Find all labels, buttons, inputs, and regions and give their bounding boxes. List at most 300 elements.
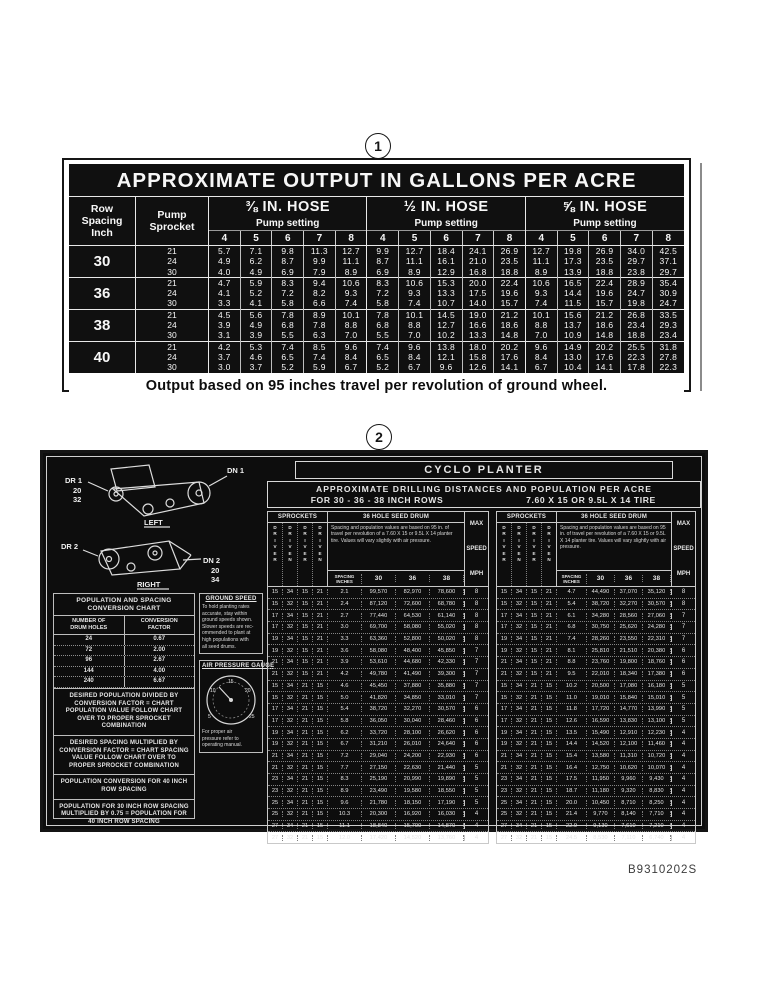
output-value: 9.6 <box>335 341 367 352</box>
output-value: 8.5 <box>304 341 336 352</box>
population-value: 63,360 <box>362 636 396 642</box>
output-value: 23.4 <box>652 330 684 341</box>
output-value: 7.2 <box>367 288 399 298</box>
max-speed-header <box>464 512 488 586</box>
sprocket-value: 24 <box>136 352 209 362</box>
output-value: 7.4 <box>335 298 367 309</box>
sprocket-tooth-value: 34 <box>283 659 298 665</box>
air-pressure-title: AIR PRESSURE GAUGE <box>202 663 275 670</box>
drum-table-row <box>497 599 695 611</box>
sprocket-tooth-value: 19 <box>497 648 512 654</box>
output-value: 4.9 <box>209 256 241 266</box>
row-spacing-value: 36 <box>69 277 136 309</box>
sprocket-tooth-value: 21 <box>298 765 313 771</box>
output-value: 17.8 <box>620 362 652 372</box>
figure1-scan-edge <box>700 163 702 391</box>
population-value: 16,180 <box>643 683 671 689</box>
max-speed-value: 5 <box>671 695 695 701</box>
output-value: 4.1 <box>240 298 272 309</box>
output-value: 11.5 <box>557 298 589 309</box>
drilling-chart-area <box>267 461 701 841</box>
max-speed-value: 4 <box>671 730 695 736</box>
conversion-row <box>54 677 194 688</box>
sprocket-tooth-value: 15 <box>542 800 557 806</box>
drum-table-header <box>497 512 695 587</box>
sprocket-tooth-value: 17 <box>497 718 512 724</box>
sprocket-tooth-value: 32 <box>283 648 298 654</box>
sprocket-tooth-value: 21 <box>497 753 512 759</box>
population-value: 58,080 <box>396 624 430 630</box>
drum-table-row <box>497 751 695 763</box>
spacing-value: 10.2 <box>557 683 587 689</box>
population-value: 28,460 <box>430 718 464 724</box>
sprocket-tooth-value: 34 <box>283 753 298 759</box>
population-value: 26,010 <box>396 741 430 747</box>
output-value: 11.1 <box>335 256 367 266</box>
output-value: 31.8 <box>652 341 684 352</box>
sprocket-tooth-value: 34 <box>512 753 527 759</box>
max-speed-value: 6 <box>464 741 488 747</box>
sprocket-tooth-value: 15 <box>313 823 328 829</box>
spacing-value: 22.9 <box>557 823 587 829</box>
sprocket-tooth-value: 21 <box>268 659 283 665</box>
output-value: 11.3 <box>304 246 336 257</box>
population-value: 12,230 <box>643 730 671 736</box>
gauge-number: 20 <box>245 688 251 695</box>
air-pressure-line: For proper air <box>202 729 233 736</box>
drum-table-row <box>497 739 695 751</box>
output-value: 4.7 <box>209 277 241 288</box>
output-row <box>69 267 684 278</box>
population-value: 7,110 <box>615 835 643 841</box>
sprocket-tooth-value: 19 <box>268 741 283 747</box>
setting-value: 8 <box>652 231 684 246</box>
max-speed-value: 4 <box>464 823 488 829</box>
max-speed-word: MAX <box>469 521 484 528</box>
max-speed-value: 5 <box>464 788 488 794</box>
output-value: 42.5 <box>652 246 684 257</box>
output-value: 18.0 <box>462 341 494 352</box>
ground-speed-line: accurate, stay within <box>202 610 248 617</box>
sprocket-tooth-value: 32 <box>283 765 298 771</box>
sprocket-tooth-value: 23 <box>497 788 512 794</box>
drum-table-body <box>268 587 488 843</box>
population-value: 9,320 <box>615 788 643 794</box>
output-value: 16.8 <box>462 267 494 278</box>
output-table-panel <box>69 164 684 373</box>
max-speed-word: SPEED <box>673 545 694 552</box>
sprocket-tooth-value: 15 <box>313 765 328 771</box>
sprocket-tooth-value: 15 <box>542 835 557 841</box>
output-row <box>69 362 684 372</box>
population-value: 14,520 <box>396 835 430 841</box>
drum-holes-value: 72 <box>54 646 125 656</box>
population-value: 20,990 <box>396 776 430 782</box>
population-value: 8,530 <box>587 835 615 841</box>
output-value: 8.4 <box>399 352 431 362</box>
population-value: 23,490 <box>362 788 396 794</box>
population-value: 9,430 <box>643 776 671 782</box>
population-value: 53,610 <box>362 659 396 665</box>
sprocket-tooth-value: 25 <box>497 811 512 817</box>
output-value: 12.7 <box>399 246 431 257</box>
ground-speed-line: ground speeds shown. <box>202 617 253 624</box>
drum-note: Spacing and population values are based on 95 in. of travel per revolution of a 7.60 X 15 or 9.5L X 14 planter tire. Values will vary slightly with air pressure. <box>560 525 667 551</box>
population-value: 45,450 <box>362 683 396 689</box>
sprocket-tooth-value: 21 <box>542 636 557 642</box>
setting-value: 6 <box>272 231 304 246</box>
population-value: 23,550 <box>615 636 643 642</box>
max-speed-value: 4 <box>671 776 695 782</box>
output-value: 10.7 <box>430 298 462 309</box>
sprocket-value: 24 <box>136 288 209 298</box>
max-speed-value: 8 <box>464 636 488 642</box>
conversion-factor-value: 4.00 <box>153 667 166 674</box>
population-value: 28,260 <box>587 636 615 642</box>
conversion-factor-value: 2.67 <box>153 657 166 664</box>
conversion-factor-value: 2.00 <box>153 646 166 653</box>
sprocket-tooth-value: 15 <box>268 695 283 701</box>
population-value: 13,760 <box>430 835 464 841</box>
drum-holes-value: 144 <box>54 667 125 677</box>
sprocket-tooth-value: 15 <box>313 776 328 782</box>
output-value: 9.8 <box>272 246 304 257</box>
population-value: 13,580 <box>587 753 615 759</box>
population-col-header: 36 <box>615 575 643 582</box>
population-value: 61,140 <box>430 613 464 619</box>
sprocket-col-label: D R I V E N <box>547 525 551 563</box>
output-value: 3.1 <box>209 330 241 341</box>
output-value: 10.9 <box>557 330 589 341</box>
drum-table-row <box>268 599 488 611</box>
spacing-value: 4.2 <box>328 671 362 677</box>
sprocket-tooth-value: 32 <box>512 624 527 630</box>
sprocket-tooth-value: 15 <box>542 683 557 689</box>
drum-table-row <box>497 634 695 646</box>
instruction-block-4: POPULATION FOR 30 INCH ROW SPACING MULTIPLIED BY 0.75 = POPULATION FOR 40 INCH ROW SPACING <box>54 799 194 831</box>
max-speed-value: 4 <box>671 753 695 759</box>
population-value: 16,030 <box>430 811 464 817</box>
population-value: 25,620 <box>615 624 643 630</box>
population-value: 50,020 <box>430 636 464 642</box>
population-value: 38,720 <box>362 706 396 712</box>
diagram-dn1-label: DN 1 <box>227 466 245 475</box>
drum-title: 36 HOLE SEED DRUM <box>557 512 671 523</box>
instruction-block-1: DESIRED POPULATION DIVIDED BY CONVERSION FACTOR = CHART POPULATION VALUE FOLLOW CHART OVER TO PROPER SPROCKET COMBINATION <box>54 688 194 735</box>
sprocket-tooth-value: 21 <box>527 753 542 759</box>
conversion-factor-value: 6.67 <box>153 678 166 685</box>
sprocket-tooth-value: 15 <box>527 659 542 665</box>
sprocket-tooth-value: 15 <box>542 718 557 724</box>
sprocket-tooth-value: 15 <box>527 589 542 595</box>
output-row <box>69 298 684 309</box>
output-value: 8.9 <box>525 267 557 278</box>
population-value: 29,040 <box>362 753 396 759</box>
max-speed-value: 7 <box>464 683 488 689</box>
output-value: 37.1 <box>652 256 684 266</box>
instruction-block-2: DESIRED SPACING MULTIPLIED BY CONVERSION FACTOR = CHART SPACING VALUE FOLLOW CHART OVER TO PROPER SPROCKET COMBINATION <box>54 735 194 774</box>
sprocket-tooth-value: 15 <box>542 776 557 782</box>
sprocket-tooth-value: 19 <box>268 730 283 736</box>
drum-table-row <box>497 704 695 716</box>
drum-table-row <box>497 692 695 704</box>
output-value: 15.3 <box>430 277 462 288</box>
spacing-value: 9.6 <box>328 800 362 806</box>
output-value: 17.6 <box>589 352 621 362</box>
output-value: 10.1 <box>525 309 557 320</box>
population-value: 8,830 <box>643 788 671 794</box>
sprocket-col-label: D R I V E R <box>268 523 283 586</box>
output-value: 4.5 <box>209 309 241 320</box>
sprocket-tooth-value: 21 <box>298 823 313 829</box>
output-value: 8.9 <box>335 267 367 278</box>
output-value: 6.7 <box>399 362 431 372</box>
sprocket-col-labels <box>268 523 327 586</box>
sprocket-tooth-value: 34 <box>283 613 298 619</box>
sprocket-tooth-value: 21 <box>527 695 542 701</box>
output-value: 8.4 <box>525 352 557 362</box>
output-value: 17.5 <box>462 288 494 298</box>
population-value: 14,870 <box>430 823 464 829</box>
population-value: 26,620 <box>430 730 464 736</box>
max-speed-word: SPEED <box>466 545 487 552</box>
sprocket-tooth-value: 21 <box>313 671 328 677</box>
output-value: 18.6 <box>494 320 526 330</box>
air-pressure-line: pressure refer to <box>202 735 239 742</box>
drum-table-row <box>497 832 695 843</box>
population-value: 18,340 <box>615 671 643 677</box>
output-row <box>69 256 684 266</box>
drum-table-row <box>497 809 695 821</box>
population-value: 41,820 <box>362 695 396 701</box>
output-row <box>69 352 684 362</box>
output-value: 12.7 <box>430 320 462 330</box>
output-row <box>69 309 684 320</box>
population-value: 37,070 <box>615 589 643 595</box>
diagram-dr2-label: DR 2 <box>61 542 79 551</box>
population-value: 24,200 <box>396 753 430 759</box>
spacing-value: 8.9 <box>328 788 362 794</box>
sprocket-tooth-value: 21 <box>497 765 512 771</box>
population-value: 33,010 <box>430 695 464 701</box>
output-value: 13.0 <box>557 352 589 362</box>
population-value: 15,010 <box>643 695 671 701</box>
diagram-dr1-val1: 20 <box>73 486 82 495</box>
setting-value: 4 <box>525 231 557 246</box>
max-speed-value: 5 <box>464 800 488 806</box>
drum-table-row <box>268 645 488 657</box>
output-value: 8.4 <box>335 352 367 362</box>
output-value: 6.5 <box>367 352 399 362</box>
sprocket-tooth-value: 21 <box>298 730 313 736</box>
population-value: 25,190 <box>362 776 396 782</box>
sprocket-tooth-value: 15 <box>542 788 557 794</box>
output-value: 12.7 <box>335 246 367 257</box>
sprocket-tooth-value: 21 <box>268 753 283 759</box>
population-value: 30,570 <box>643 601 671 607</box>
population-value: 22,930 <box>430 753 464 759</box>
output-value: 12.6 <box>462 362 494 372</box>
drive-belt-diagram <box>51 459 263 591</box>
sprocket-tooth-value: 17 <box>268 613 283 619</box>
air-pressure-text <box>202 729 260 749</box>
output-value: 8.9 <box>304 309 336 320</box>
spacing-value: 12.0 <box>328 835 362 841</box>
population-value: 82,970 <box>396 589 430 595</box>
sprocket-tooth-value: 34 <box>512 823 527 829</box>
output-value: 16.1 <box>430 256 462 266</box>
output-value: 8.9 <box>399 267 431 278</box>
max-speed-value: 5 <box>671 706 695 712</box>
sprocket-tooth-value: 15 <box>298 624 313 630</box>
figure2-title: CYCLO PLANTER <box>295 461 673 479</box>
output-row <box>69 246 684 257</box>
conversion-chart-panel <box>53 593 195 825</box>
output-value: 5.7 <box>209 246 241 257</box>
output-value: 7.0 <box>335 330 367 341</box>
output-value: 13.3 <box>462 330 494 341</box>
output-value: 9.6 <box>399 341 431 352</box>
max-speed-value: 7 <box>464 659 488 665</box>
instruction-blocks <box>54 688 194 830</box>
diagram-dr1-label: DR 1 <box>65 476 83 485</box>
sprocket-tooth-value: 21 <box>542 671 557 677</box>
drum-table-row <box>268 681 488 693</box>
sprocket-tooth-value: 32 <box>512 695 527 701</box>
ground-speed-line: To hold planting rates <box>202 604 250 610</box>
sprocket-tooth-value: 21 <box>268 671 283 677</box>
sprocket-tooth-value: 15 <box>497 601 512 607</box>
sprocket-value: 24 <box>136 320 209 330</box>
air-pressure-line: operating manual. <box>202 742 243 749</box>
output-value: 7.4 <box>304 352 336 362</box>
output-value: 21.2 <box>589 309 621 320</box>
sprocket-tooth-value: 21 <box>298 835 313 841</box>
drum-table-row <box>268 634 488 646</box>
spacing-value: 2.7 <box>328 613 362 619</box>
population-value: 14,520 <box>587 741 615 747</box>
output-value: 5.6 <box>240 309 272 320</box>
drum-table-body <box>497 587 695 843</box>
output-value: 22.4 <box>494 277 526 288</box>
spacing-value: 20.0 <box>557 800 587 806</box>
figure2-label <box>40 450 708 841</box>
population-value: 99,570 <box>362 589 396 595</box>
sprocket-tooth-value: 34 <box>283 823 298 829</box>
sprocket-tooth-value: 27 <box>268 823 283 829</box>
output-value: 12.1 <box>430 352 462 362</box>
drum-table-row <box>497 797 695 809</box>
conversion-chart-header <box>54 615 194 635</box>
max-speed-value: 5 <box>464 776 488 782</box>
output-value: 24.7 <box>620 288 652 298</box>
figure2-subtitle-bar <box>267 481 701 508</box>
population-value: 58,080 <box>362 648 396 654</box>
setting-value: 4 <box>367 231 399 246</box>
sprocket-tooth-value: 15 <box>268 589 283 595</box>
sprocket-tooth-value: 15 <box>313 683 328 689</box>
output-value: 6.2 <box>240 256 272 266</box>
sprocket-tooth-value: 34 <box>512 589 527 595</box>
sprocket-tooth-value: 15 <box>268 601 283 607</box>
photo-reference-code: B9310202S <box>628 864 698 876</box>
sprocket-tooth-value: 15 <box>313 706 328 712</box>
drum-table-row <box>268 716 488 728</box>
sprocket-tooth-value: 21 <box>268 765 283 771</box>
output-value: 17.6 <box>494 352 526 362</box>
population-value: 19,890 <box>430 776 464 782</box>
output-value: 3.9 <box>240 330 272 341</box>
sprocket-tooth-value: 21 <box>542 648 557 654</box>
sprocket-tooth-value: 17 <box>268 706 283 712</box>
population-value: 22,310 <box>643 636 671 642</box>
output-value: 10.4 <box>557 362 589 372</box>
drum-table-row <box>497 821 695 833</box>
sprocket-tooth-value: 32 <box>283 718 298 724</box>
sprocket-tooth-value: 34 <box>283 589 298 595</box>
output-value: 9.9 <box>367 246 399 257</box>
max-speed-value: 4 <box>671 823 695 829</box>
sprocket-tooth-value: 21 <box>298 741 313 747</box>
drum-column <box>557 512 671 586</box>
output-value: 14.9 <box>557 341 589 352</box>
population-value: 49,780 <box>362 671 396 677</box>
sprocket-tooth-value: 15 <box>527 601 542 607</box>
sprocket-tooth-value: 32 <box>283 741 298 747</box>
spacing-value: 12.6 <box>557 718 587 724</box>
max-speed-value: 4 <box>464 835 488 841</box>
output-value: 15.7 <box>494 298 526 309</box>
output-value: 5.2 <box>272 362 304 372</box>
output-value: 6.7 <box>525 362 557 372</box>
max-speed-value: 4 <box>671 800 695 806</box>
output-value: 9.6 <box>525 341 557 352</box>
population-value: 17,380 <box>643 671 671 677</box>
output-value: 7.1 <box>240 246 272 257</box>
diagram-left-caption: LEFT <box>144 518 163 527</box>
max-speed-value: 6 <box>671 659 695 665</box>
population-value: 10,720 <box>643 753 671 759</box>
output-value: 3.9 <box>209 320 241 330</box>
sprocket-tooth-value: 15 <box>497 695 512 701</box>
output-head-row-1 <box>69 197 684 218</box>
output-value: 5.9 <box>240 277 272 288</box>
sprocket-tooth-value: 34 <box>283 683 298 689</box>
sprocket-tooth-value: 15 <box>268 683 283 689</box>
drum-table-row <box>497 657 695 669</box>
ground-speed-box <box>199 593 263 654</box>
drum-table-row <box>497 727 695 739</box>
output-value: 33.5 <box>652 309 684 320</box>
output-value: 12.9 <box>430 267 462 278</box>
drum-table-row <box>497 669 695 681</box>
population-value: 7,610 <box>615 823 643 829</box>
output-value: 10.6 <box>399 277 431 288</box>
population-value: 30,040 <box>396 718 430 724</box>
diagram-dn2-val1: 20 <box>211 566 220 575</box>
sprocket-tooth-value: 21 <box>527 800 542 806</box>
population-value: 41,490 <box>396 671 430 677</box>
sprocket-tooth-value: 21 <box>527 788 542 794</box>
sprocket-tooth-value: 15 <box>313 811 328 817</box>
output-value: 25.5 <box>620 341 652 352</box>
spacing-value: 14.4 <box>557 741 587 747</box>
sprocket-tooth-value: 21 <box>298 800 313 806</box>
drum-column <box>328 512 464 586</box>
population-value: 17,190 <box>430 800 464 806</box>
sprocket-value: 30 <box>136 267 209 278</box>
spacing-value: 17.5 <box>557 776 587 782</box>
